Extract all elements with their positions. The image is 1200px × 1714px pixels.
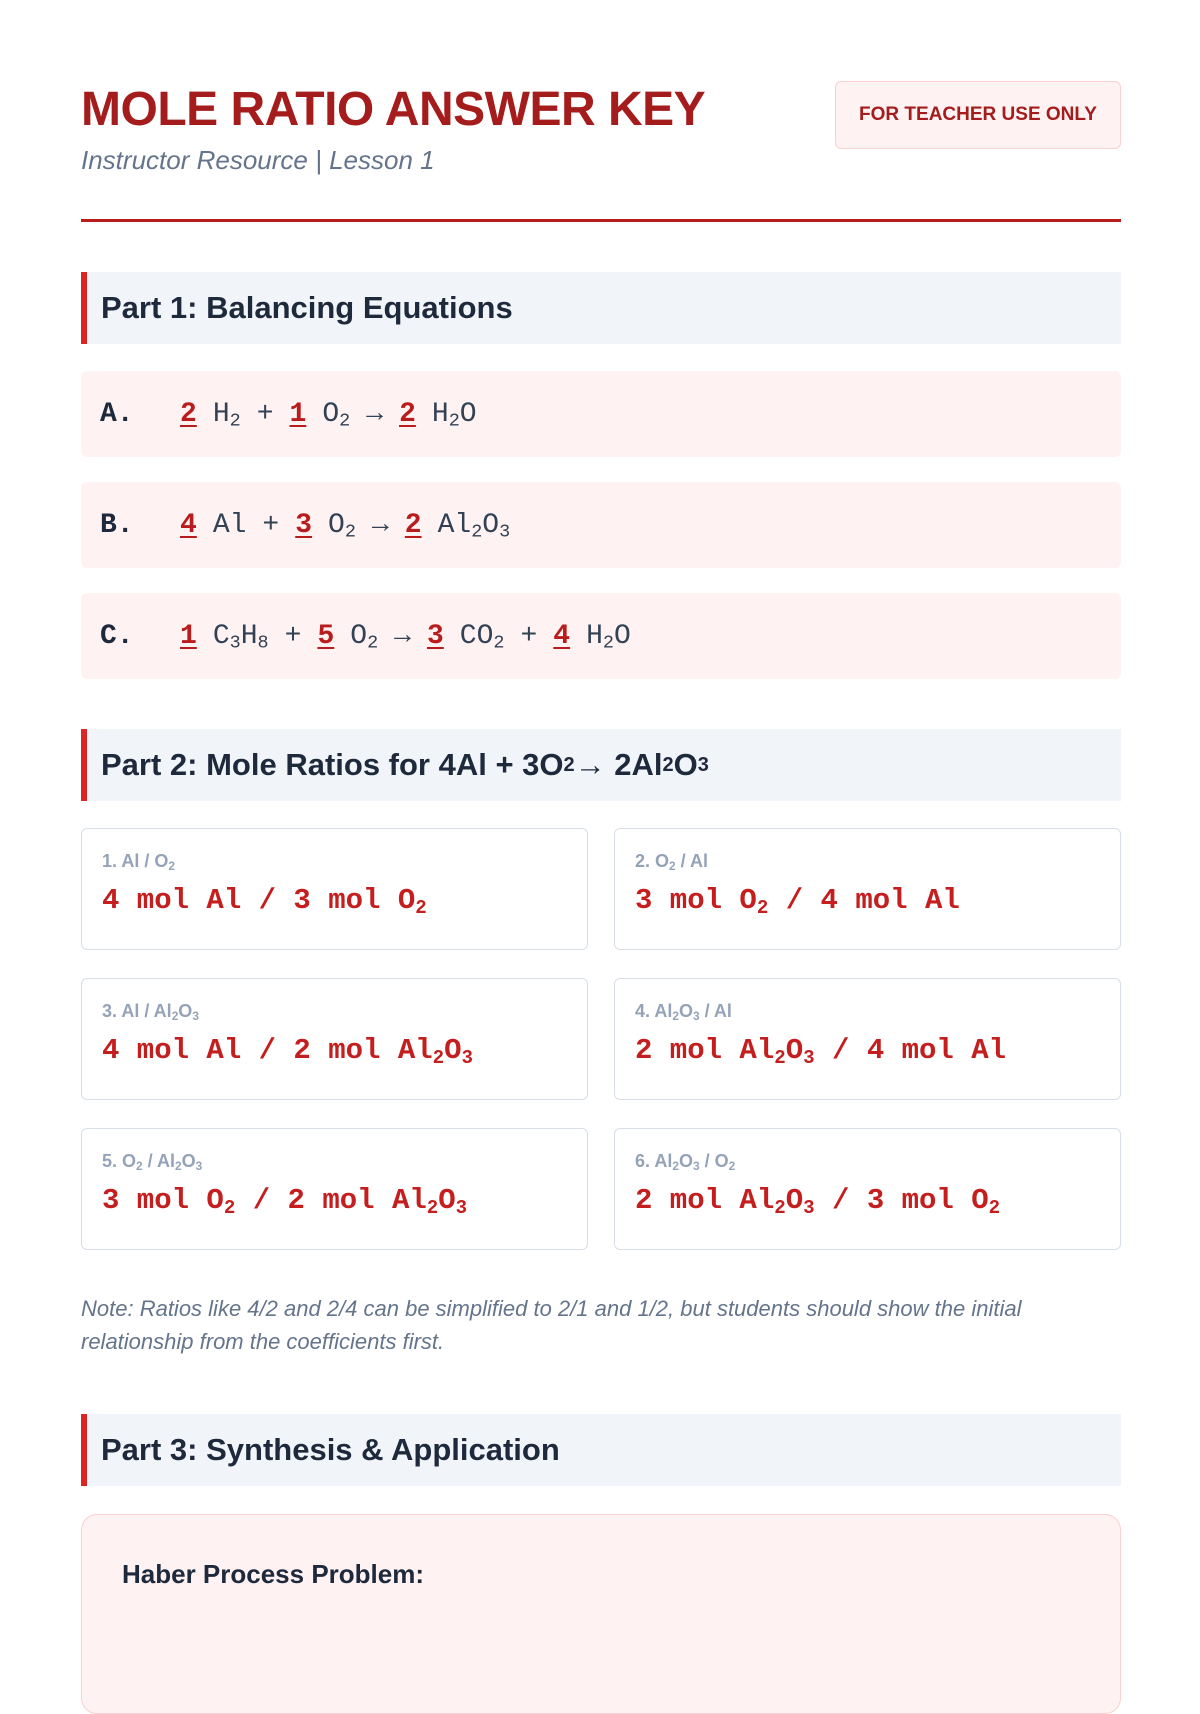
subscript: 2	[493, 632, 505, 654]
subscript: 3	[499, 521, 511, 543]
equation-letter: A.	[100, 398, 134, 430]
page-title: MOLE RATIO ANSWER KEY	[81, 83, 706, 136]
ratio-value: 2 mol $Al_2O_3 / 3$ mol $O_2$	[635, 1184, 1001, 1219]
subscript: 3	[455, 1196, 468, 1219]
subscript: 3	[192, 1008, 199, 1023]
coefficient-answer: 1	[289, 398, 307, 430]
equation-row-a	[81, 371, 1121, 457]
subscript: 2	[602, 632, 615, 654]
reaction-arrow: →	[394, 620, 411, 652]
ratio-card-1	[81, 828, 588, 950]
part3-heading: Part 3: Synthesis & Application	[81, 1414, 1121, 1486]
header-divider	[81, 219, 1121, 222]
ratio-label: 6. $Al_2O_3 / O_2$	[635, 1151, 736, 1173]
plus-sign: +	[520, 620, 538, 652]
subscript: 2	[471, 521, 483, 543]
subscript: 3	[229, 632, 241, 654]
coefficient-answer: 3	[295, 509, 313, 541]
subscript: 3	[692, 1158, 700, 1173]
subscript: 2	[448, 410, 460, 432]
chemical-formula: Al	[212, 509, 247, 541]
plus-sign: +	[262, 509, 280, 541]
reaction-arrow: →	[366, 398, 384, 430]
subscript: 2	[171, 1008, 179, 1023]
subscript: 2	[774, 1046, 786, 1069]
subscript: 2	[669, 858, 676, 873]
ratio-card-6	[614, 1128, 1121, 1250]
coefficient-answer: 1	[180, 620, 197, 652]
coefficient-answer: 2	[180, 398, 197, 430]
subscript: 3	[803, 1046, 815, 1069]
chemical-formula: $H_2O$	[431, 398, 477, 432]
problem-title: Haber Process Problem:	[122, 1559, 425, 1589]
plus-sign: +	[256, 398, 274, 430]
subscript: 2	[756, 896, 769, 919]
equation-letter: C.	[100, 620, 134, 652]
subscript: 2	[774, 1196, 786, 1219]
chemical-formula: $O_2$	[350, 620, 379, 654]
subscript: 3	[195, 1158, 203, 1173]
subscript: 2	[339, 410, 351, 432]
plus-sign: +	[284, 620, 302, 652]
chemical-formula: $CO_2$	[459, 620, 505, 654]
ratio-label: 4. $Al_2O_3$ / Al	[635, 1001, 732, 1023]
subscript: 2	[415, 896, 427, 919]
ratio-card-5	[81, 1128, 588, 1250]
subscript: 2	[728, 1158, 736, 1173]
equation-body	[180, 399, 477, 430]
subscript: 2	[367, 632, 379, 654]
subscript: 2	[229, 410, 241, 432]
ratio-card-4	[614, 978, 1121, 1100]
subscript: 2	[426, 1196, 439, 1219]
ratio-value: 3 mol $O_2 / 2$ mol $Al_2O_3$	[102, 1184, 468, 1219]
ratio-card-2	[614, 828, 1121, 950]
equation-row-b	[81, 482, 1121, 568]
ratio-value: 3 mol $O_2 / 4$ mol Al	[635, 884, 960, 919]
chemical-formula: $H_2O$	[586, 620, 631, 654]
chemical-formula: $Al_2O_3$	[437, 509, 511, 543]
subscript: 8	[257, 632, 269, 654]
part1-heading: Part 1: Balancing Equations	[81, 272, 1121, 344]
chemical-formula: $O_2$	[328, 509, 356, 543]
ratio-label: 2. $O_2$ / Al	[635, 851, 708, 873]
ratio-note: Note: Ratios like 4/2 and 2/4 can be simplified to 2/1 and 1/2, but students should show the initial relationship from the coefficients first.	[81, 1296, 1022, 1354]
subscript: 3	[692, 1008, 700, 1023]
page-subtitle: Instructor Resource | Lesson 1	[81, 145, 435, 175]
chemical-formula: $C_3H_8$	[212, 620, 269, 654]
subscript: 2	[174, 1158, 182, 1173]
part2-heading: Part 2: Mole Ratios for 4Al + 3O 2 → 2Al 2 O 3	[81, 729, 1121, 801]
coefficient-answer: 3	[426, 620, 444, 652]
subscript: 2	[223, 1196, 236, 1219]
header	[81, 80, 1121, 180]
coefficient-answer: 2	[404, 509, 422, 541]
equation-row-c	[81, 593, 1121, 679]
coefficient-answer: 5	[317, 620, 335, 652]
ratio-value: 2 mol $Al_2O_3 / 4$ mol Al	[635, 1034, 1007, 1069]
equation-letter: B.	[100, 509, 134, 541]
subscript: 3	[461, 1046, 474, 1069]
equation-body	[180, 510, 510, 541]
coefficient-answer: 4	[553, 620, 571, 652]
subscript: 2	[672, 1158, 679, 1173]
subscript: 2	[988, 1196, 1001, 1219]
chemical-formula: $H_2$	[212, 398, 241, 432]
ratio-card-3	[81, 978, 588, 1100]
ratio-label: 3. Al / $Al_2O_3$	[102, 1001, 199, 1023]
ratio-value: 4 mol Al / 3 mol $O_2$	[102, 884, 427, 919]
teacher-only-badge: FOR TEACHER USE ONLY	[835, 81, 1121, 149]
ratio-value: 4 mol Al / 2 mol $Al_2O_3$	[102, 1034, 474, 1069]
subscript: 2	[136, 1158, 143, 1173]
coefficient-answer: 4	[180, 509, 197, 541]
haber-problem-box	[81, 1514, 1121, 1714]
subscript: 2	[672, 1008, 679, 1023]
reaction-arrow: →	[371, 509, 389, 541]
ratio-label: 5. $O_2 / Al_2O_3$	[102, 1151, 203, 1173]
ratio-label: 1. Al / $O_2$	[102, 851, 175, 873]
subscript: 2	[432, 1046, 445, 1069]
coefficient-answer: 2	[399, 398, 416, 430]
subscript: 2	[344, 521, 356, 543]
subscript: 2	[168, 858, 175, 873]
equation-body	[180, 621, 631, 652]
subscript: 3	[803, 1196, 815, 1219]
chemical-formula: $O_2$	[322, 398, 351, 432]
